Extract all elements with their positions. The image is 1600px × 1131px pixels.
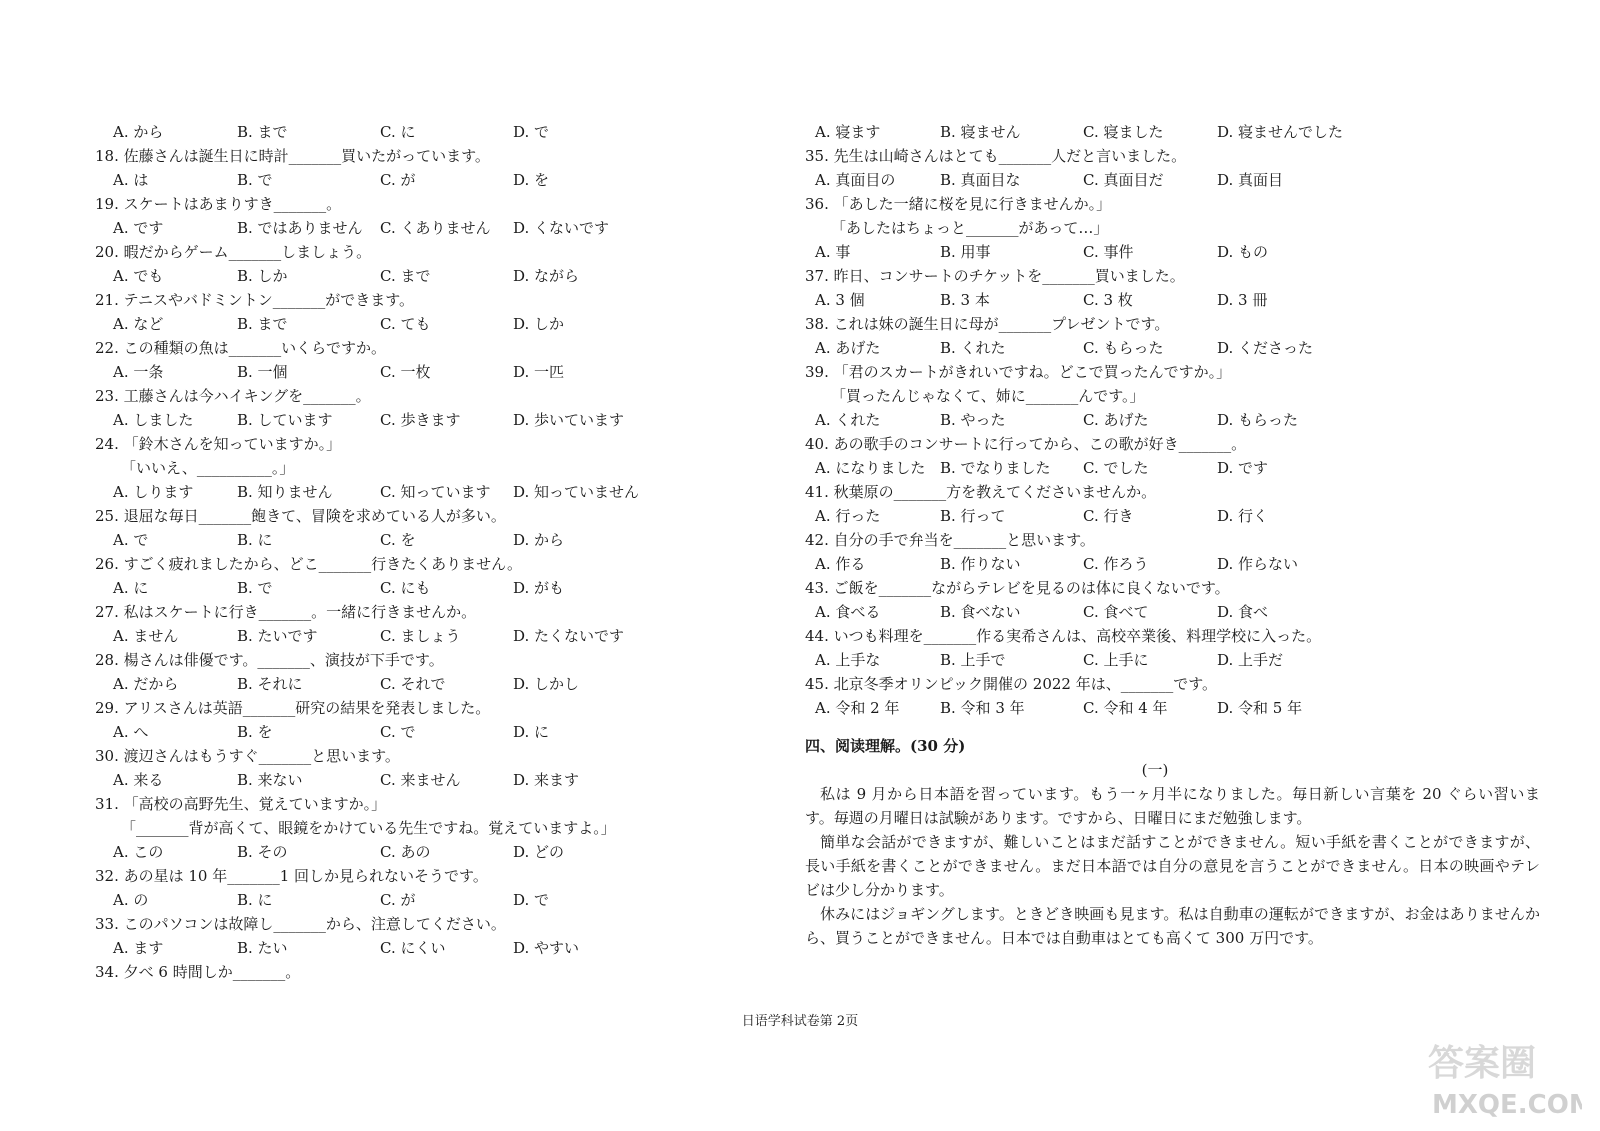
answer-option: A. 来る — [113, 771, 164, 789]
answer-option: B. まで — [237, 315, 288, 333]
answer-option: D. 来ます — [513, 771, 580, 789]
answer-option: C. 来ません — [380, 771, 461, 789]
answer-option: C. 一枚 — [380, 363, 431, 381]
answer-options — [805, 600, 1505, 624]
question-text: 36. 「あした一緒に桜を見に行きませんか。」 — [805, 195, 1112, 213]
question-item — [805, 480, 1505, 528]
question-item — [95, 288, 765, 336]
question-text: 28. 楊さんは俳優です。_______、演技が下手です。 — [95, 651, 444, 669]
answer-option: D. 歩いています — [513, 411, 625, 429]
question-item — [805, 264, 1505, 312]
answer-options — [805, 120, 1505, 144]
answer-option: A. から — [113, 123, 164, 141]
answer-options — [95, 936, 765, 960]
answer-options — [805, 648, 1505, 672]
answer-option: C. 作ろう — [1083, 555, 1149, 573]
answer-option: B. しています — [237, 411, 333, 429]
answer-option: D. 食べ — [1217, 603, 1269, 621]
answer-option: A. など — [113, 315, 164, 333]
answer-option: D. がも — [513, 579, 565, 597]
answer-option: B. に — [237, 531, 273, 549]
answer-options — [95, 120, 765, 144]
reading-paragraph-3: 休みにはジョギングします。ときどき映画も見ます。私は自動車の運転ができますが、お金はありませんから、買うことができません。日本では自動車はとても高くて 300 万円です。 — [805, 905, 1540, 947]
answer-options — [95, 480, 765, 504]
question-text-continued: 「いいえ、__________。」 — [121, 459, 295, 477]
question-text: 23. 工藤さんは今ハイキングを_______。 — [95, 387, 371, 405]
question-text: 18. 佐藤さんは誕生日に時計_______買いたがっています。 — [95, 147, 490, 165]
question-text: 20. 暇だからゲーム_______しましょう。 — [95, 243, 372, 261]
answer-option: A. 上手な — [815, 651, 881, 669]
page-footer: 日语学科试卷第 2页 — [741, 1014, 859, 1029]
question-text: 31. 「高校の高野先生、覚えていますか。」 — [95, 795, 387, 813]
answer-option: A. ます — [113, 939, 164, 957]
question-item — [95, 600, 765, 648]
answer-options — [95, 360, 765, 384]
answer-option: C. 食べて — [1083, 603, 1149, 621]
answer-option: B. 寝ません — [940, 123, 1021, 141]
answer-option: B. くれた — [940, 339, 1006, 357]
question-text: 32. あの星は 10 年_______1 回しか見られないそうです。 — [95, 867, 488, 885]
answer-option: A. になりました — [815, 459, 926, 477]
question-item — [805, 528, 1505, 576]
answer-options — [805, 336, 1505, 360]
answer-option: A. 食べる — [815, 603, 881, 621]
answer-options — [805, 456, 1505, 480]
question-text: 30. 渡辺さんはもうすぐ_______と思います。 — [95, 747, 400, 765]
answer-option: D. たくないです — [513, 627, 625, 645]
answer-option: B. 食べない — [940, 603, 1021, 621]
answer-options — [805, 288, 1505, 312]
answer-option: D. です — [1217, 459, 1269, 477]
question-text-continued: 「あしたはちょっと_______があって…」 — [831, 219, 1109, 237]
answer-option: C. ましょう — [380, 627, 461, 645]
answer-option: A. しました — [113, 411, 194, 429]
answer-option: B. に — [237, 891, 273, 909]
answer-option: A. で — [113, 531, 149, 549]
answer-option: A. あげた — [815, 339, 881, 357]
answer-option: C. もらった — [1083, 339, 1164, 357]
answer-options — [95, 888, 765, 912]
answer-option: B. それに — [237, 675, 303, 693]
answer-option: D. 知っていません — [513, 483, 640, 501]
question-text: 40. あの歌手のコンサートに行ってから、この歌が好き_______。 — [805, 435, 1247, 453]
answer-option: B. 行って — [940, 507, 1006, 525]
answer-option: B. 来ない — [237, 771, 303, 789]
answer-option: C. 知っています — [380, 483, 491, 501]
question-item — [95, 864, 765, 912]
question-item — [95, 912, 765, 960]
watermark-logo-text: 答案圈 — [1428, 1043, 1537, 1084]
question-text: 26. すごく疲れましたから、どこ_______行きたくありません。 — [95, 555, 523, 573]
answer-option: A. 令和 2 年 — [815, 699, 900, 717]
answer-option: C. が — [380, 891, 416, 909]
question-item — [95, 432, 765, 504]
answer-options — [805, 552, 1505, 576]
question-text: 42. 自分の手で弁当を_______と思います。 — [805, 531, 1095, 549]
answer-option: A. だから — [113, 675, 179, 693]
answer-option: D. 作らない — [1217, 555, 1299, 573]
section-title: 四、阅读理解。(30 分) — [805, 737, 966, 755]
answer-option: B. たいです — [237, 627, 318, 645]
question-item — [95, 792, 765, 864]
question-text: 24. 「鈴木さんを知っていますか。」 — [95, 435, 342, 453]
answer-option: C. 歩きます — [380, 411, 461, 429]
answer-option: D. くないです — [513, 219, 610, 237]
answer-option: A. 行った — [815, 507, 881, 525]
answer-options — [805, 696, 1505, 720]
answer-options — [95, 672, 765, 696]
question-text: 44. いつも料理を_______作る実希さんは、高校卒業後、料理学校に入った。 — [805, 627, 1322, 645]
answer-option: C. を — [380, 531, 416, 549]
answer-option: B. 一個 — [237, 363, 288, 381]
question-text: 19. スケートはあまりすき_______。 — [95, 195, 342, 213]
answer-option: B. 作りない — [940, 555, 1021, 573]
answer-option: C. でした — [1083, 459, 1149, 477]
answer-option: C. 行き — [1083, 507, 1134, 525]
answer-option: D. やすい — [513, 939, 580, 957]
answer-option: A. しります — [113, 483, 194, 501]
question-item — [95, 960, 765, 984]
left-column — [95, 120, 765, 984]
answer-option: A. 真面目の — [815, 171, 896, 189]
answer-options — [95, 720, 765, 744]
answer-option: D. で — [513, 891, 550, 909]
answer-option: C. に — [380, 123, 416, 141]
question-item — [805, 192, 1505, 264]
watermark-url: MXQE.COM — [1432, 1090, 1582, 1120]
answer-option: A. 事 — [815, 243, 851, 261]
answer-option: D. 一匹 — [513, 363, 565, 381]
question-text: 25. 退屈な毎日_______飽きて、冒険を求めている人が多い。 — [95, 507, 506, 525]
question-item — [805, 624, 1505, 672]
answer-option: C. で — [380, 723, 416, 741]
answer-option: C. それで — [380, 675, 446, 693]
answer-options — [95, 768, 765, 792]
answer-option: C. 上手に — [1083, 651, 1149, 669]
question-item — [95, 648, 765, 696]
question-text: 43. ご飯を_______ながらテレビを見るのは体に良くないです。 — [805, 579, 1230, 597]
answer-option: C. 真面目だ — [1083, 171, 1164, 189]
question-item — [805, 144, 1505, 192]
question-item — [805, 432, 1505, 480]
answer-option: D. くださった — [1217, 339, 1314, 357]
question-item — [805, 120, 1505, 144]
reading-paragraph-2: 簡単な会話ができますが、難しいことはまだ話すことができません。短い手紙を書くことができますが、長い手紙を書くことができません。まだ日本語では自分の意見を言うことができません。日本の映画やテレビは少し分かります。 — [805, 833, 1540, 899]
question-item — [805, 360, 1505, 432]
answer-option: B. 3 本 — [940, 291, 990, 309]
question-text: 37. 昨日、コンサートのチケットを_______買いました。 — [805, 267, 1185, 285]
answer-option: B. 知りません — [237, 483, 333, 501]
answer-option: D. しか — [513, 315, 565, 333]
answer-option: C. が — [380, 171, 416, 189]
answer-options — [805, 168, 1505, 192]
question-item — [95, 552, 765, 600]
answer-options — [95, 312, 765, 336]
answer-options — [95, 264, 765, 288]
answer-options — [95, 168, 765, 192]
answer-option: B. その — [237, 843, 288, 861]
answer-option: A. 作る — [815, 555, 866, 573]
answer-options — [95, 408, 765, 432]
answer-options — [805, 504, 1505, 528]
answer-option: B. ではありません — [237, 219, 363, 237]
question-text: 45. 北京冬季オリンピック開催の 2022 年は、_______です。 — [805, 675, 1218, 693]
answer-option: A. 3 個 — [815, 291, 865, 309]
answer-option: C. 寝ました — [1083, 123, 1164, 141]
answer-options — [805, 408, 1505, 432]
answer-option: D. 寝ませんでした — [1217, 123, 1344, 141]
answer-option: B. やった — [940, 411, 1006, 429]
answer-option: C. くありません — [380, 219, 491, 237]
answer-option: C. 令和 4 年 — [1083, 699, 1168, 717]
passage-title: (一) — [1141, 761, 1169, 779]
question-item — [95, 336, 765, 384]
question-text: 33. このパソコンは故障し_______から、注意してください。 — [95, 915, 506, 933]
answer-option: B. しか — [237, 267, 288, 285]
answer-option: B. たい — [237, 939, 288, 957]
answer-option: A. の — [113, 891, 149, 909]
answer-options — [95, 576, 765, 600]
answer-option: A. 一条 — [113, 363, 164, 381]
question-item — [95, 744, 765, 792]
reading-section — [805, 734, 1540, 950]
question-text: 29. アリスさんは英語_______研究の結果を発表しました。 — [95, 699, 491, 717]
question-text: 22. この種類の魚は_______いくらですか。 — [95, 339, 386, 357]
question-item — [95, 504, 765, 552]
answer-option: D. 上手だ — [1217, 651, 1284, 669]
question-text: 27. 私はスケートに行き_______。一緒に行きませんか。 — [95, 603, 477, 621]
answer-option: B. まで — [237, 123, 288, 141]
answer-option: B. を — [237, 723, 273, 741]
answer-option: D. しかし — [513, 675, 580, 693]
answer-option: A. へ — [113, 723, 149, 741]
watermark-logo — [1422, 1031, 1582, 1121]
answer-option: D. 令和 5 年 — [1217, 699, 1303, 717]
question-text: 34. 夕べ 6 時間しか_______。 — [95, 963, 301, 981]
answer-option: A. ません — [113, 627, 179, 645]
question-item — [95, 240, 765, 288]
answer-option: B. でなりました — [940, 459, 1051, 477]
answer-option: D. 真面目 — [1217, 171, 1284, 189]
answer-option: C. にくい — [380, 939, 446, 957]
right-questions — [805, 120, 1505, 720]
answer-option: C. にも — [380, 579, 431, 597]
answer-option: A. に — [113, 579, 149, 597]
question-item — [805, 672, 1505, 720]
question-item — [805, 312, 1505, 360]
answer-option: D. もらった — [1217, 411, 1299, 429]
question-item — [95, 144, 765, 192]
answer-option: B. で — [237, 171, 273, 189]
answer-options — [95, 216, 765, 240]
answer-option: C. あげた — [1083, 411, 1149, 429]
answer-option: C. ても — [380, 315, 431, 333]
answer-option: A. この — [113, 843, 164, 861]
question-text: 39. 「君のスカートがきれいですね。どこで買ったんですか。」 — [805, 363, 1232, 381]
right-column — [805, 120, 1540, 950]
answer-option: D. に — [513, 723, 550, 741]
question-text: 41. 秋葉原の_______方を教えてくださいませんか。 — [805, 483, 1157, 501]
question-text: 35. 先生は山崎さんはとても_______人だと言いました。 — [805, 147, 1187, 165]
question-text-continued: 「_______背が高くて、眼鏡をかけている先生ですね。覚えていますよ。」 — [121, 819, 616, 837]
answer-option: D. 3 冊 — [1217, 291, 1268, 309]
answer-options — [95, 840, 765, 864]
question-text: 38. これは妹の誕生日に母が_______プレゼントです。 — [805, 315, 1170, 333]
answer-options — [805, 240, 1505, 264]
answer-option: D. を — [513, 171, 550, 189]
answer-option: C. あの — [380, 843, 431, 861]
answer-option: C. 3 枚 — [1083, 291, 1133, 309]
answer-options — [95, 528, 765, 552]
question-text-continued: 「買ったんじゃなくて、姉に_______んです。」 — [831, 387, 1145, 405]
answer-option: A. 寝ます — [815, 123, 881, 141]
answer-option: C. まで — [380, 267, 431, 285]
answer-option: A. くれた — [815, 411, 881, 429]
question-item — [95, 120, 765, 144]
question-item — [95, 384, 765, 432]
question-text: 21. テニスやバドミントン_______ができます。 — [95, 291, 415, 309]
answer-option: B. 上手で — [940, 651, 1006, 669]
answer-option: A. でも — [113, 267, 164, 285]
answer-option: D. ながら — [513, 267, 580, 285]
answer-option: A. は — [113, 171, 149, 189]
question-item — [805, 576, 1505, 624]
answer-option: D. で — [513, 123, 550, 141]
answer-option: A. です — [113, 219, 164, 237]
answer-option: B. 用事 — [940, 243, 991, 261]
answer-options — [95, 624, 765, 648]
answer-option: D. もの — [1217, 243, 1269, 261]
answer-option: D. 行く — [1217, 507, 1269, 525]
answer-option: D. どの — [513, 843, 565, 861]
answer-option: C. 事件 — [1083, 243, 1134, 261]
reading-paragraph-1: 私は 9 月から日本語を習っています。もう一ヶ月半になりました。毎日新しい言葉を 20 ぐらい習います。毎週の月曜日は試験があります。ですから、日曜日にまだ勉強します。 — [805, 785, 1540, 827]
answer-option: B. 真面目な — [940, 171, 1021, 189]
answer-option: B. 令和 3 年 — [940, 699, 1025, 717]
answer-option: D. から — [513, 531, 565, 549]
answer-option: B. で — [237, 579, 273, 597]
question-item — [95, 696, 765, 744]
question-item — [95, 192, 765, 240]
